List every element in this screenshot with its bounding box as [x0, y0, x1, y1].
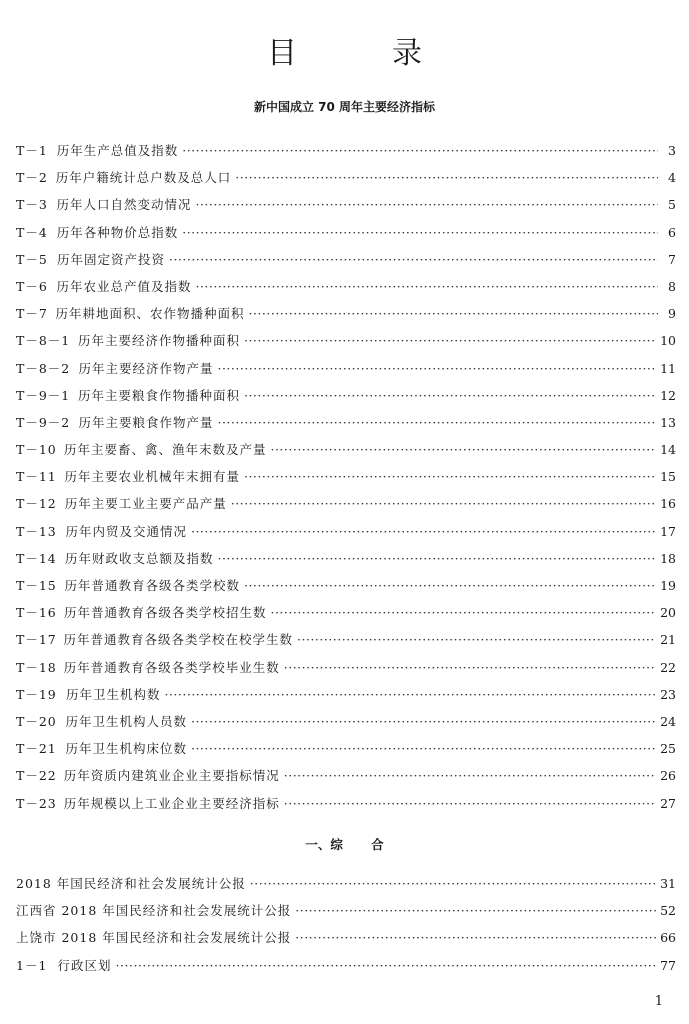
toc-entry[interactable] [16, 413, 676, 440]
toc-entry-page: 14 [660, 442, 676, 458]
toc-entry-page: 13 [660, 414, 676, 430]
dot-leader [231, 496, 656, 511]
toc-entry-title: 2018 年国民经济和社会发展统计公报 [16, 876, 246, 891]
toc-entry-title: 历年内贸及交通情况 [65, 523, 187, 539]
toc-entry[interactable] [16, 603, 676, 630]
toc-entry[interactable] [16, 359, 676, 386]
toc-entry-code: T－8－2 [16, 360, 71, 376]
toc-entry-title: 历年卫生机构人员数 [65, 713, 187, 729]
toc-entry-title: 历年规模以上工业企业主要经济指标 [63, 795, 280, 811]
toc-entry-title: 历年各种物价总指数 [56, 224, 179, 240]
toc-entry[interactable] [16, 576, 676, 603]
toc-entry[interactable] [16, 630, 676, 657]
toc-entry-page: 31 [660, 876, 676, 891]
toc-entry-title: 历年人口自然变动情况 [56, 197, 192, 213]
dot-leader [235, 170, 658, 185]
toc-entry-page: 66 [660, 930, 676, 946]
toc-entry[interactable] [16, 712, 676, 739]
page-number: 1 [654, 994, 663, 1009]
toc-entry-code: T－16 [16, 605, 57, 621]
toc-entry-title: 历年资质内建筑业企业主要指标情况 [63, 768, 280, 784]
toc-entry-code: T－15 [16, 578, 57, 593]
toc-entry[interactable] [16, 956, 676, 983]
toc-entry[interactable] [16, 304, 676, 331]
toc-entry-page: 12 [660, 387, 676, 403]
toc-entry[interactable] [16, 467, 676, 494]
dot-leader [217, 415, 656, 430]
dot-leader [191, 524, 656, 539]
dot-leader [248, 306, 658, 321]
toc-entry[interactable] [16, 250, 676, 277]
toc-entry-title: 历年普通教育各级各类学校在校学生数 [63, 632, 293, 648]
toc-entry-page: 7 [668, 251, 676, 267]
toc-entry[interactable] [16, 739, 676, 766]
dot-leader [295, 930, 656, 945]
dot-leader [244, 578, 656, 593]
toc-entry-title: 历年主要粮食作物播种面积 [77, 387, 240, 403]
toc-entry-title: 历年卫生机构数 [65, 686, 161, 702]
toc-entry-page: 4 [668, 170, 676, 186]
toc-entry-code: T－13 [16, 523, 57, 539]
toc-entry-code: T－11 [16, 469, 57, 485]
toc-entry-title: 历年普通教育各级各类学校招生数 [63, 605, 267, 621]
toc-entry-title: 历年卫生机构床位数 [65, 741, 187, 757]
toc-entry-code: T－10 [16, 442, 57, 458]
dot-leader [244, 388, 656, 403]
toc-entry[interactable] [16, 685, 676, 712]
toc-entry-code: T－7 [16, 306, 48, 322]
toc-entry-code: T－21 [16, 741, 57, 757]
toc-entry-code: T－1 [16, 143, 48, 158]
page-title: 目录 [267, 36, 517, 71]
toc-entry-title: 历年普通教育各级各类学校数 [64, 578, 240, 593]
dot-leader [295, 903, 656, 918]
toc-entry-page: 3 [668, 143, 676, 158]
dot-leader [284, 660, 656, 675]
toc-entry-page: 20 [660, 605, 676, 621]
toc-entry-title: 历年耕地面积、农作物播种面积 [55, 306, 245, 322]
toc-entry[interactable] [16, 901, 676, 928]
toc-entry-code: T－8－1 [16, 333, 71, 349]
toc-entry[interactable] [16, 522, 676, 549]
dot-leader [284, 768, 656, 783]
dot-leader [217, 361, 656, 376]
toc-entry-page: 52 [660, 903, 676, 919]
dot-leader [270, 442, 656, 457]
toc-entry-page: 9 [668, 306, 676, 322]
dot-leader [164, 687, 656, 702]
toc-entry-page: 11 [660, 360, 676, 376]
dot-leader [284, 796, 656, 811]
section-heading: 一、综 合 [305, 837, 384, 852]
dot-leader [297, 632, 656, 647]
dot-leader [250, 876, 656, 891]
toc-entry[interactable] [16, 223, 676, 250]
toc-entry-title: 历年主要经济作物播种面积 [77, 333, 240, 349]
dot-leader [244, 469, 656, 484]
toc-entry[interactable] [16, 168, 676, 195]
toc-entry-page: 6 [668, 224, 676, 240]
toc-entry-page: 16 [660, 496, 676, 512]
toc-entry[interactable] [16, 440, 676, 467]
toc-entry[interactable] [16, 195, 676, 222]
toc-entry-page: 77 [660, 957, 676, 973]
toc-entry-code: 1－1 [16, 957, 48, 973]
toc-entry-page: 8 [668, 278, 676, 294]
toc-entry-code: T－9－1 [16, 387, 71, 403]
toc-entry-title: 历年主要畜、禽、渔年末数及产量 [63, 442, 267, 458]
toc-entry-code: T－3 [16, 197, 48, 213]
toc-main-list [16, 141, 676, 821]
toc-entry-page: 21 [660, 632, 676, 648]
toc-entry-code: T－12 [16, 496, 57, 512]
toc-entry-code: T－17 [16, 632, 57, 648]
toc-entry-page: 17 [660, 523, 676, 539]
toc-entry[interactable] [16, 794, 676, 821]
toc-entry-title: 历年财政收支总额及指数 [64, 550, 214, 566]
dot-leader [191, 741, 656, 756]
toc-entry-code: T－18 [16, 659, 57, 675]
toc-entry[interactable] [16, 658, 676, 685]
toc-entry[interactable] [16, 928, 676, 955]
toc-entry-title: 历年主要农业机械年末拥有量 [64, 469, 240, 485]
toc-entry-code: T－23 [16, 795, 57, 811]
toc-entry-title: 历年普通教育各级各类学校毕业生数 [63, 659, 280, 675]
toc-entry-page: 10 [660, 333, 676, 349]
dot-leader [116, 958, 657, 973]
toc-entry-page: 25 [660, 741, 676, 757]
toc-entry-code: T－19 [16, 686, 57, 702]
toc-entry-page: 18 [660, 550, 676, 566]
toc-entry[interactable] [16, 277, 676, 304]
toc-entry-title: 江西省 2018 年国民经济和社会发展统计公报 [16, 903, 292, 919]
toc-entry-code: T－20 [16, 713, 57, 729]
dot-leader [169, 252, 658, 267]
dot-leader [195, 279, 658, 294]
toc-entry[interactable] [16, 386, 676, 413]
toc-entry-code: T－14 [16, 550, 57, 566]
toc-entry-code: T－6 [16, 278, 48, 294]
toc-entry-code: T－9－2 [16, 414, 71, 430]
toc-entry-title: 历年户籍统计总户数及总人口 [55, 170, 232, 186]
toc-entry-title: 历年生产总值及指数 [56, 143, 179, 158]
toc-entry-page: 24 [660, 713, 676, 729]
dot-leader [195, 197, 658, 212]
dot-leader [182, 143, 658, 158]
toc-entry-page: 5 [668, 197, 676, 213]
toc-entry-title: 历年固定资产投资 [56, 251, 165, 267]
toc-entry-page: 15 [660, 469, 676, 485]
toc-section-list [16, 874, 676, 983]
toc-entry[interactable] [16, 141, 676, 168]
toc-entry-page: 22 [660, 659, 676, 675]
toc-entry[interactable] [16, 494, 676, 521]
toc-entry-title: 行政区划 [57, 957, 112, 973]
dot-leader [182, 225, 658, 240]
toc-entry-page: 27 [660, 795, 676, 811]
toc-entry-code: T－2 [16, 170, 48, 186]
toc-entry-page: 26 [660, 768, 676, 784]
dot-leader [191, 714, 656, 729]
toc-entry-code: T－4 [16, 224, 48, 240]
dot-leader [244, 333, 656, 348]
toc-entry-title: 历年主要粮食作物产量 [78, 414, 214, 430]
toc-entry[interactable] [16, 766, 676, 793]
toc-entry-page: 23 [660, 686, 676, 702]
toc-entry-code: T－5 [16, 251, 48, 267]
toc-entry-code: T－22 [16, 768, 57, 784]
dot-leader [270, 605, 656, 620]
toc-entry-title: 历年主要工业主要产品产量 [64, 496, 227, 512]
toc-entry-page: 19 [660, 578, 676, 593]
toc-entry-title: 历年农业总产值及指数 [56, 278, 192, 294]
toc-entry[interactable] [16, 549, 676, 576]
dot-leader [217, 551, 656, 566]
toc-entry[interactable] [16, 331, 676, 358]
toc-entry[interactable] [16, 874, 676, 901]
toc-entry-title: 历年主要经济作物产量 [78, 360, 214, 376]
page-subtitle: 新中国成立 70 周年主要经济指标 [253, 100, 436, 114]
toc-entry-title: 上饶市 2018 年国民经济和社会发展统计公报 [16, 930, 292, 946]
